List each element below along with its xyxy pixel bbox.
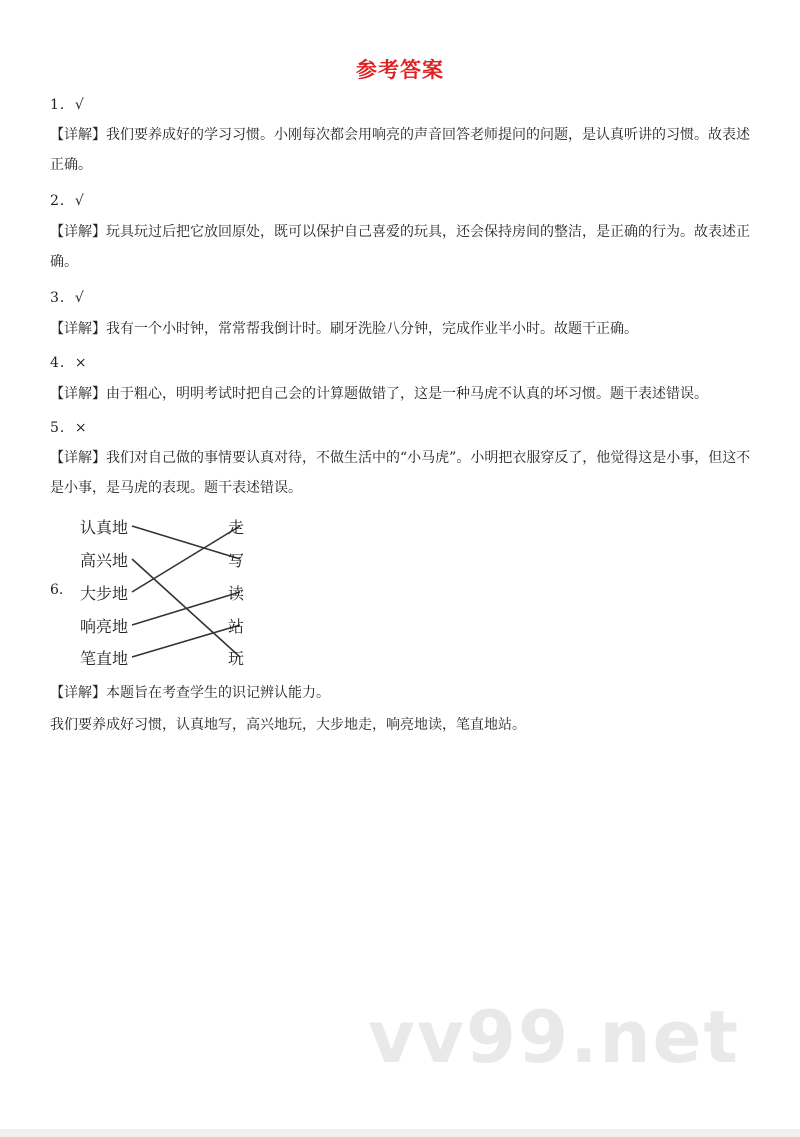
right-word-4: 站 xyxy=(228,617,245,636)
explain-text: 我们要养成好的学习习惯。小刚每次都会用响亮的声音回答老师提问的问题，是认真听讲的习惯。故表述正确。 xyxy=(50,127,750,173)
answer-2-explanation xyxy=(50,217,762,277)
explain-label: 【详解】 xyxy=(50,450,106,466)
left-word-4: 响亮地 xyxy=(80,617,129,636)
explain-text: 我们对自己做的事情要认真对待，不做生活中的“小马虎”。小明把衣服穿反了，他觉得这是小事，但这不是小事，是马虎的表现。题干表述错误。 xyxy=(50,450,751,496)
answer-4-number: 4．× xyxy=(50,355,88,371)
match-line-4 xyxy=(132,592,240,625)
match-line-1 xyxy=(132,526,240,559)
answer-5-number: 5．× xyxy=(50,420,88,436)
explain-text: 本题旨在考查学生的识记辨认能力。 xyxy=(106,685,330,701)
answer-3-number: 3．√ xyxy=(50,290,85,306)
right-word-1: 走 xyxy=(228,518,245,537)
answer-6-number: 6. xyxy=(50,582,64,598)
match-line-3 xyxy=(132,526,240,592)
answer-4-explanation xyxy=(50,379,762,409)
left-word-5: 笔直地 xyxy=(80,649,129,668)
matching-diagram xyxy=(0,510,800,670)
answer-5-explanation xyxy=(50,443,762,503)
match-line-5 xyxy=(132,625,240,657)
explain-label: 【详解】 xyxy=(50,685,106,701)
answer-6-explanation xyxy=(50,678,762,708)
explain-label: 【详解】 xyxy=(50,386,106,402)
answer-6-summary: 我们要养成好习惯，认真地写，高兴地玩，大步地走，响亮地读，笔直地站。 xyxy=(50,717,526,733)
answer-1-number: 1．√ xyxy=(50,97,85,113)
answer-1-explanation xyxy=(50,120,762,180)
explain-label: 【详解】 xyxy=(50,127,106,143)
explain-text: 由于粗心，明明考试时把自己会的计算题做错了，这是一种马虎不认真的坏习惯。题干表述错误。 xyxy=(106,386,708,402)
answer-2-number: 2．√ xyxy=(50,193,85,209)
right-word-5: 玩 xyxy=(228,649,245,668)
explain-text: 我有一个小时钟，常常帮我倒计时。刷牙洗脸八分钟，完成作业半小时。故题干正确。 xyxy=(106,321,638,337)
explain-text: 玩具玩过后把它放回原处，既可以保护自己喜爱的玩具，还会保持房间的整洁，是正确的行为。故表述正确。 xyxy=(50,224,750,270)
right-word-2: 写 xyxy=(228,551,245,570)
left-word-3: 大步地 xyxy=(80,584,129,603)
page-title: 参考答案 xyxy=(356,58,444,82)
right-word-3: 读 xyxy=(228,584,245,603)
watermark: vv99.net xyxy=(368,995,740,1079)
page-bottom-edge xyxy=(0,1129,800,1137)
explain-label: 【详解】 xyxy=(50,321,106,337)
answer-3-explanation xyxy=(50,314,762,344)
left-word-2: 高兴地 xyxy=(80,551,129,570)
left-word-1: 认真地 xyxy=(80,518,129,537)
explain-label: 【详解】 xyxy=(50,224,106,240)
